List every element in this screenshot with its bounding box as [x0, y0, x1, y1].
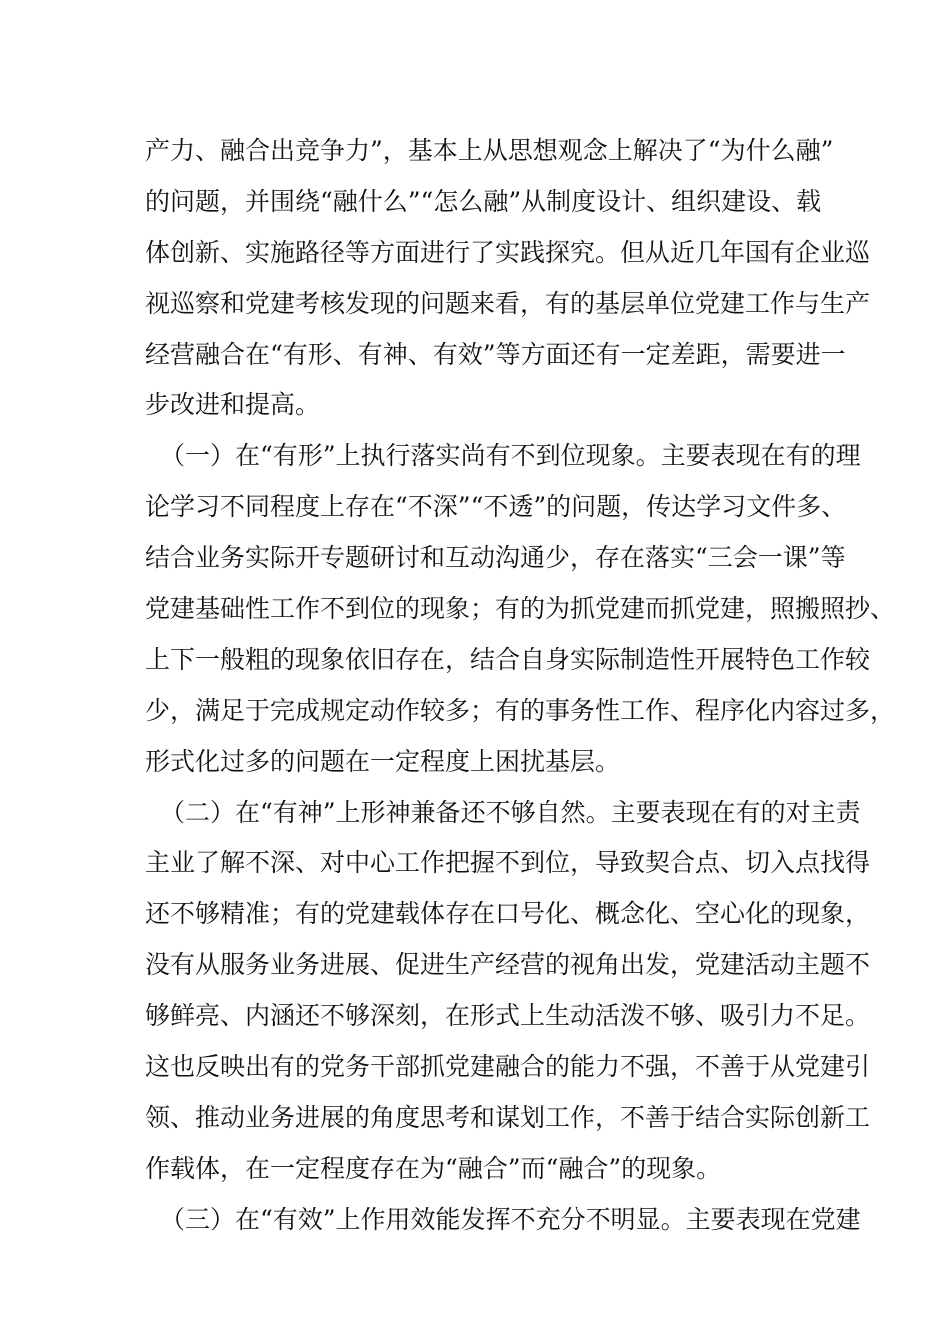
text-line: 领、推动业务进展的角度思考和谋划工作，不善于结合实际创新工: [145, 1102, 871, 1132]
text-line: 少，满足于完成规定动作较多；有的事务性工作、程序化内容过多，: [145, 695, 896, 725]
text-line: 产力、融合出竞争力”，基本上从思想观念上解决了“为什么融”: [145, 136, 834, 165]
text-line: 形式化过多的问题在一定程度上困扰基层。: [145, 746, 621, 776]
text-line: 够鲜亮、内涵还不够深刻，在形式上生动活泼不够、吸引力不足。: [145, 1001, 871, 1031]
body-text: [145, 126, 896, 1246]
text-line: 上下一般粗的现象依旧存在，结合自身实际制造性开展特色工作较: [145, 644, 871, 674]
text-line: 的问题，并围绕“融什么”“怎么融”从制度设计、组织建设、载: [145, 186, 822, 216]
text-line: 主业了解不深、对中心工作把握不到位，导致契合点、切入点找得: [145, 848, 871, 878]
text-line: 党建基础性工作不到位的现象；有的为抓党建而抓党建，照搬照抄、: [145, 594, 896, 624]
text-line: 还不够精准；有的党建载体存在口号化、概念化、空心化的现象，: [145, 899, 871, 929]
text-line: 经营融合在“有形、有神、有效”等方面还有一定差距，需要进一: [145, 339, 846, 369]
text-line: 作载体，在一定程度存在为“融合”而“融合”的现象。: [145, 1153, 722, 1183]
text-line: 没有从服务业务进展、促进生产经营的视角出发，党建活动主题不: [145, 950, 871, 980]
text-line: 视巡察和党建考核发现的问题来看，有的基层单位党建工作与生产: [145, 288, 871, 318]
text-line: 结合业务实际开专题研讨和互动沟通少，存在落实“三会一课”等: [145, 543, 846, 573]
text-line: 论学习不同程度上存在“不深”“不透”的问题，传达学习文件多、: [145, 492, 847, 522]
text-line: 体创新、实施路径等方面进行了实践探究。但从近几年国有企业巡: [145, 237, 871, 267]
section-heading-line: （二）在“有神”上形神兼备还不够自然。主要表现在有的对主责: [160, 797, 861, 827]
section-heading-line: （一）在“有形”上执行落实尚有不到位现象。主要表现在有的理: [160, 441, 861, 471]
section-heading-line: （三）在“有效”上作用效能发挥不充分不明显。主要表现在党建: [160, 1204, 861, 1234]
text-line: 这也反映出有的党务干部抓党建融合的能力不强，不善于从党建引: [145, 1052, 871, 1082]
text-line: 步改进和提高。: [145, 390, 321, 420]
